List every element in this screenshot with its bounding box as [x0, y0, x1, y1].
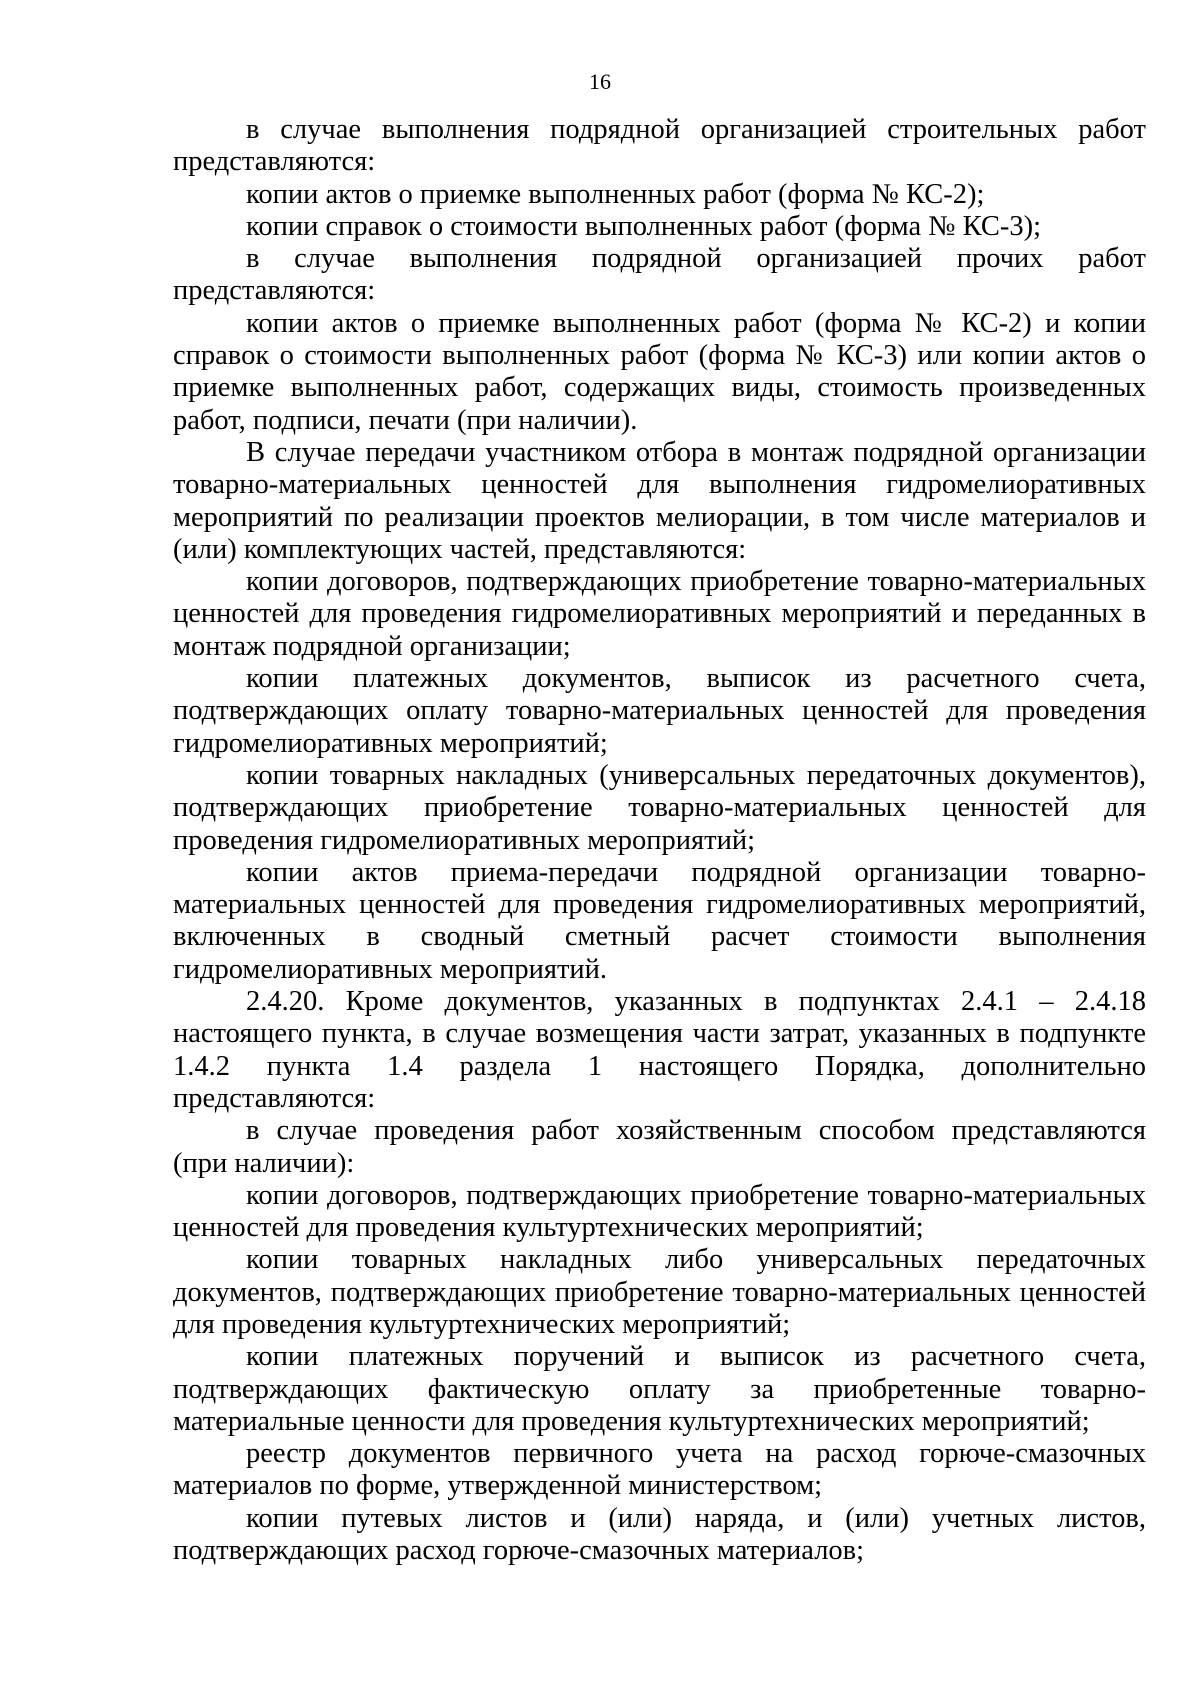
paragraph: В случае передачи участником отбора в монтаж подрядной организации товарно-материальных ценностей для выполнения гидромелиоративных мероприятий по реализации проектов мелиорации, в том числе материалов и (или) комплектующих частей, представляются:: [173, 436, 1146, 565]
paragraph: копии договоров, подтверждающих приобретение товарно-материальных ценностей для проведения культуртехнических мероприятий;: [173, 1179, 1146, 1244]
paragraph: копии актов о приемке выполненных работ (форма № КС-2);: [246, 178, 985, 210]
paragraph: в случае проведения работ хозяйственным способом представляются (при наличии):: [173, 1115, 1146, 1179]
paragraph: копии платежных документов, выписок из расчетного счета, подтверждающих оплату товарно-материальных ценностей для проведения гидромелиоративных мероприятий;: [173, 663, 1146, 759]
paragraph: копии платежных поручений и выписок из расчетного счета, подтверждающих фактическую оплату за приобретенные товарно-материальные ценности для проведения культуртехнических мероприятий;: [173, 1341, 1146, 1437]
paragraph: реестр документов первичного учета на расход горюче-смазочных материалов по форме, утвержденной министерством;: [173, 1438, 1146, 1502]
paragraph: копии товарных накладных либо универсальных передаточных документов, подтверждающих приобретение товарно-материальных ценностей для проведения культуртехнических мероприятий;: [173, 1244, 1146, 1340]
document-body: [173, 114, 1146, 1567]
paragraph: в случае выполнения подрядной организацией строительных работ представляются:: [173, 114, 1146, 178]
page-number: 16: [589, 69, 611, 94]
paragraph: копии актов приема-передачи подрядной организации товарно-материальных ценностей для проведения гидромелиоративных мероприятий, включенных в сводный сметный расчет стоимости выполнения гидромелиоративных мероприятий.: [173, 856, 1146, 985]
paragraph: копии товарных накладных (универсальных передаточных документов), подтверждающих приобретение товарно-материальных ценностей для проведения гидромелиоративных мероприятий;: [173, 759, 1146, 856]
paragraph: копии справок о стоимости выполненных работ (форма № КС-3);: [246, 210, 1042, 242]
paragraph: 2.4.20. Кроме документов, указанных в подпунктах 2.4.1 – 2.4.18 настоящего пункта, в случае возмещения части затрат, указанных в подпункте 1.4.2 пункта 1.4 раздела 1 настоящего Порядка, дополнительно представляются:: [173, 986, 1146, 1114]
paragraph: копии путевых листов и (или) наряда, и (или) учетных листов, подтверждающих расход горюче-смазочных материалов;: [173, 1502, 1146, 1567]
paragraph: в случае выполнения подрядной организацией прочих работ представляются:: [173, 243, 1146, 307]
paragraph: копии актов о приемке выполненных работ (форма № КС-2) и копии справок о стоимости выполненных работ (форма № КС-3) или копии актов о приемке выполненных работ, содержащих виды, стоимость произведенных работ, подписи, печати (при наличии).: [173, 307, 1146, 436]
paragraph: копии договоров, подтверждающих приобретение товарно-материальных ценностей для проведения гидромелиоративных мероприятий и переданных в монтаж подрядной организации;: [173, 566, 1146, 662]
